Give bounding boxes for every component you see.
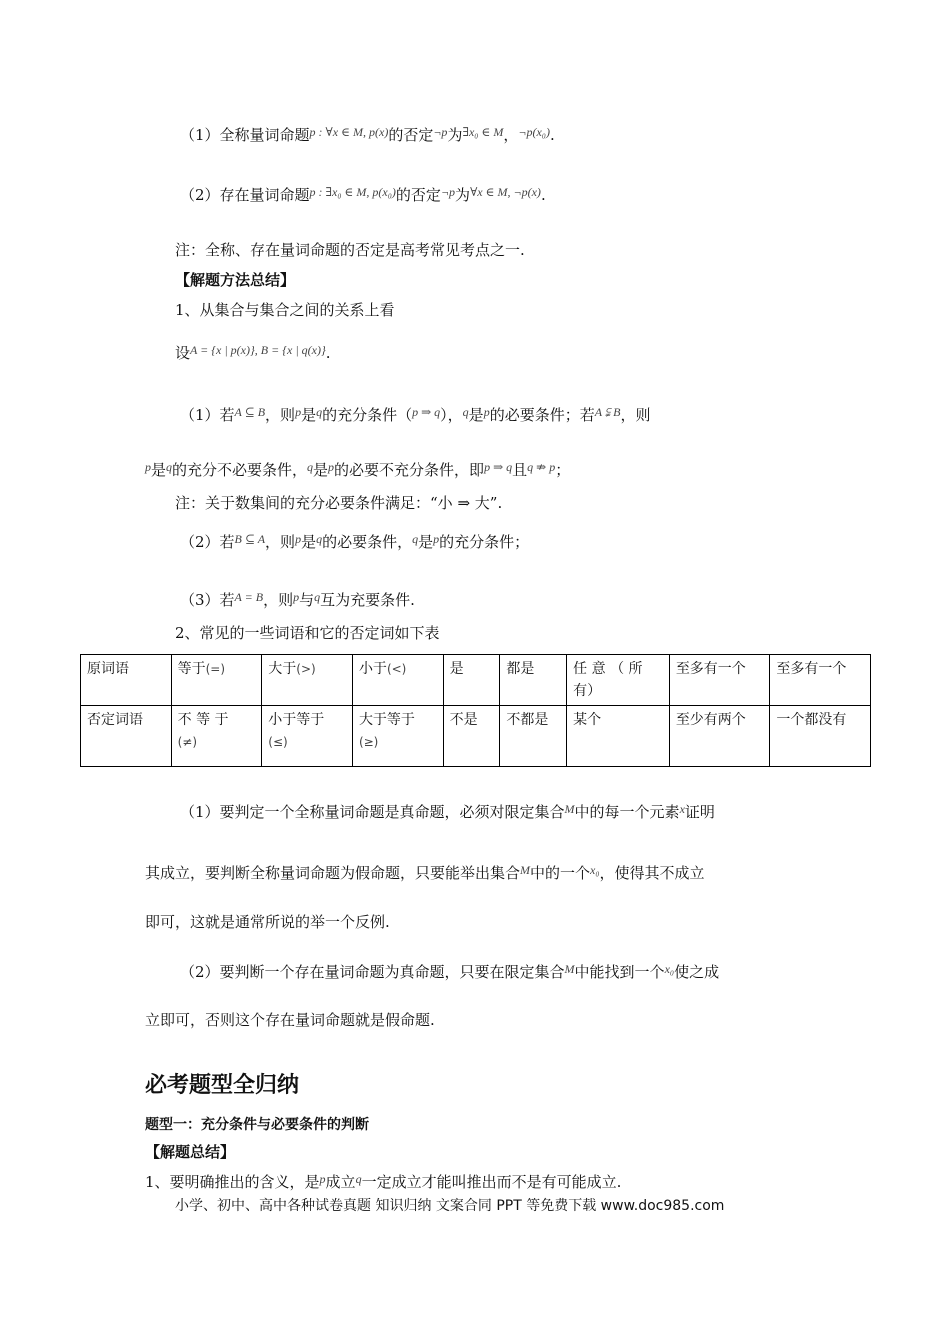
table-cell — [443, 706, 500, 767]
judge-1-end: 即可，这就是通常所说的举一个反例. — [145, 913, 390, 931]
text: 其成立，要判断全称量词命题为假命题，只要能举出集合 — [145, 864, 521, 882]
formula: q — [316, 532, 323, 546]
text: 中的每一个元素 — [574, 803, 680, 821]
text: ，则 — [263, 591, 294, 609]
text: （1）全称量词命题 — [180, 126, 310, 144]
cell-text: 小于 — [358, 661, 387, 677]
text: 的必要不充分条件，即 — [334, 461, 485, 479]
formula: ∃x₀ ∈ M — [462, 125, 504, 139]
text: . — [325, 344, 331, 362]
table-cell — [567, 655, 670, 706]
cell-text: 至少有两个 — [675, 712, 746, 728]
cell-text: 不 等 于 — [177, 712, 229, 728]
formula: q — [316, 405, 323, 419]
table-cell — [443, 655, 500, 706]
table-cell — [262, 655, 353, 706]
text: 是 — [418, 533, 434, 551]
judge-2-end: 立即可，否则这个存在量词命题就是假命题. — [145, 1011, 435, 1029]
formula: B ⊆ A — [234, 532, 266, 546]
text: 是 — [468, 406, 484, 424]
formula: q — [314, 590, 321, 604]
table-cell — [567, 706, 670, 767]
formula: q — [412, 532, 419, 546]
section-2-heading: 2、常见的一些词语和它的否定词如下表 — [175, 624, 440, 642]
table-cell — [171, 655, 262, 706]
cell-text: 等于 — [177, 661, 206, 677]
summary-1 — [145, 1172, 621, 1193]
text: 成立 — [325, 1173, 356, 1191]
text: 是 — [313, 461, 329, 479]
formula: A ⊆ B — [234, 405, 266, 419]
table-cell — [500, 655, 567, 706]
text: ； — [555, 461, 571, 479]
judge-1-cont — [145, 863, 705, 884]
cell-symbol: (<) — [386, 662, 407, 676]
negation-universal — [180, 125, 555, 146]
formula: x₀ — [590, 863, 600, 877]
text: 是 — [301, 406, 317, 424]
text: （2）要判断一个存在量词命题为真命题，只要在限定集合 — [180, 963, 565, 981]
table-cell — [500, 706, 567, 767]
formula: p : ∃x₀ ∈ M, p(x₀) — [309, 185, 396, 199]
text: 1、要明确推出的含义，是 — [145, 1173, 320, 1191]
negation-word-table — [80, 654, 871, 767]
text: 的充分条件； — [439, 533, 530, 551]
table-cell — [669, 655, 770, 706]
text: 的必要条件；若 — [489, 406, 595, 424]
cell-text: 小于等于 — [268, 712, 325, 728]
text: 证明 — [684, 803, 715, 821]
formula: q ⇏ p — [527, 460, 556, 474]
formula: A = B — [234, 590, 264, 604]
note-2: 注：关于数集间的充分必要条件满足：“小 ⇒ 大”. — [175, 494, 503, 512]
formula: p — [295, 405, 302, 419]
cell-symbol: (≥) — [358, 735, 379, 749]
cell-symbol: (≤) — [268, 735, 288, 749]
formula: x — [679, 802, 685, 816]
table-cell — [81, 655, 172, 706]
text: . — [540, 186, 546, 204]
formula: p : ∀x ∈ M, p(x) — [309, 125, 389, 139]
text: 且 — [512, 461, 528, 479]
table-cell — [352, 655, 443, 706]
formula: ¬p — [433, 125, 448, 139]
cell-text: 某个 — [573, 712, 602, 728]
text: ，使得其不成立 — [599, 864, 705, 882]
negation-existential — [180, 185, 546, 206]
cell-text: 至多有一个 — [675, 661, 746, 677]
text: ）， — [440, 406, 463, 424]
table-cell — [669, 706, 770, 767]
cell-text: 大于等于 — [358, 712, 415, 728]
table-cell — [171, 706, 262, 767]
text: 是 — [151, 461, 167, 479]
formula: p — [293, 590, 300, 604]
text: 是 — [301, 533, 317, 551]
text: （2）存在量词命题 — [180, 186, 310, 204]
table-cell — [770, 706, 871, 767]
text: . — [549, 126, 555, 144]
formula: q — [462, 405, 469, 419]
text: （1）要判定一个全称量词命题是真命题，必须对限定集合 — [180, 803, 565, 821]
text: 与 — [299, 591, 315, 609]
formula: ∀x ∈ M, ¬p(x) — [470, 185, 541, 199]
table-cell — [81, 706, 172, 767]
table-cell — [352, 706, 443, 767]
formula: p — [483, 405, 490, 419]
formula: q — [166, 460, 173, 474]
formula: M — [564, 962, 575, 976]
text: ，则 — [265, 533, 296, 551]
set-definition — [175, 343, 331, 364]
formula: A ⫋ B — [594, 405, 621, 419]
cell-text: 否定词语 — [87, 712, 143, 728]
formula: p ⇒ q — [412, 405, 441, 419]
cell-text: 大于 — [268, 661, 297, 677]
text: （2）若 — [180, 533, 235, 551]
cell-text: 原词语 — [87, 661, 129, 677]
method-title: 【解题方法总结】 — [175, 271, 296, 289]
text: 的否定 — [395, 186, 441, 204]
text: 的充分不必要条件， — [172, 461, 308, 479]
text: 设 — [175, 344, 191, 362]
cell-text: 是 — [449, 661, 464, 677]
text: 使之成 — [674, 963, 720, 981]
formula: ¬p — [440, 185, 456, 199]
table-cell — [770, 655, 871, 706]
text: ，则 — [620, 406, 651, 424]
text: 的充分条件（ — [322, 406, 413, 424]
formula: ¬p(x₀) — [518, 125, 550, 139]
text: 互为充要条件. — [320, 591, 415, 609]
formula: M — [520, 863, 531, 877]
section-1-heading: 1、从集合与集合之间的关系上看 — [175, 301, 395, 319]
cell-symbol: (≠) — [177, 735, 198, 749]
formula: q — [355, 1172, 362, 1186]
text: ，则 — [265, 406, 296, 424]
formula: p ⇒ q — [484, 460, 513, 474]
condition-3 — [180, 590, 415, 611]
text: 中的一个 — [530, 864, 591, 882]
condition-1-cont — [145, 460, 570, 481]
type-title: 题型一：充分条件与必要条件的判断 — [145, 1117, 369, 1133]
formula: A = {x | p(x)}, B = {x | q(x)} — [190, 343, 326, 357]
judge-2 — [180, 962, 719, 983]
text: 一定成立才能叫推出而不是有可能成立. — [361, 1173, 622, 1191]
text: （3）若 — [180, 591, 235, 609]
note-1: 注：全称、存在量词命题的否定是高考常见考点之一. — [175, 241, 525, 259]
cell-text: 任 意 （ 所 有） — [573, 661, 643, 699]
text: 的否定 — [388, 126, 434, 144]
text: 的必要条件， — [322, 533, 413, 551]
cell-text: 不是 — [449, 712, 478, 728]
text: 为 — [455, 186, 471, 204]
judge-1 — [180, 802, 715, 823]
formula: p — [319, 1172, 326, 1186]
table-row — [81, 655, 871, 706]
table-cell — [262, 706, 353, 767]
formula: p — [433, 532, 440, 546]
text: 为 — [447, 126, 463, 144]
footer-link[interactable]: 小学、初中、高中各种试卷真题 知识归纳 文案合同 PPT 等免费下载 www.doc985.com — [175, 1198, 725, 1214]
condition-2 — [180, 532, 529, 553]
formula: q — [307, 460, 314, 474]
text: 中能找到一个 — [574, 963, 665, 981]
cell-text: 至多有一个 — [776, 661, 847, 677]
text: ， — [503, 126, 519, 144]
section-title: 必考题型全归纳 — [145, 1073, 300, 1098]
formula: M — [564, 802, 575, 816]
cell-text: 都是 — [506, 661, 535, 677]
cell-symbol: (>) — [296, 662, 316, 676]
cell-text: 一个都没有 — [776, 712, 847, 728]
cell-symbol: (=) — [205, 662, 226, 676]
formula: p — [295, 532, 302, 546]
summary-title: 【解题总结】 — [145, 1143, 236, 1161]
formula: x₀ — [664, 962, 675, 976]
formula: p — [145, 460, 151, 474]
condition-1 — [180, 405, 650, 426]
table-row — [81, 706, 871, 767]
text: （1）若 — [180, 406, 235, 424]
cell-text: 不都是 — [506, 712, 549, 728]
formula: p — [328, 460, 335, 474]
